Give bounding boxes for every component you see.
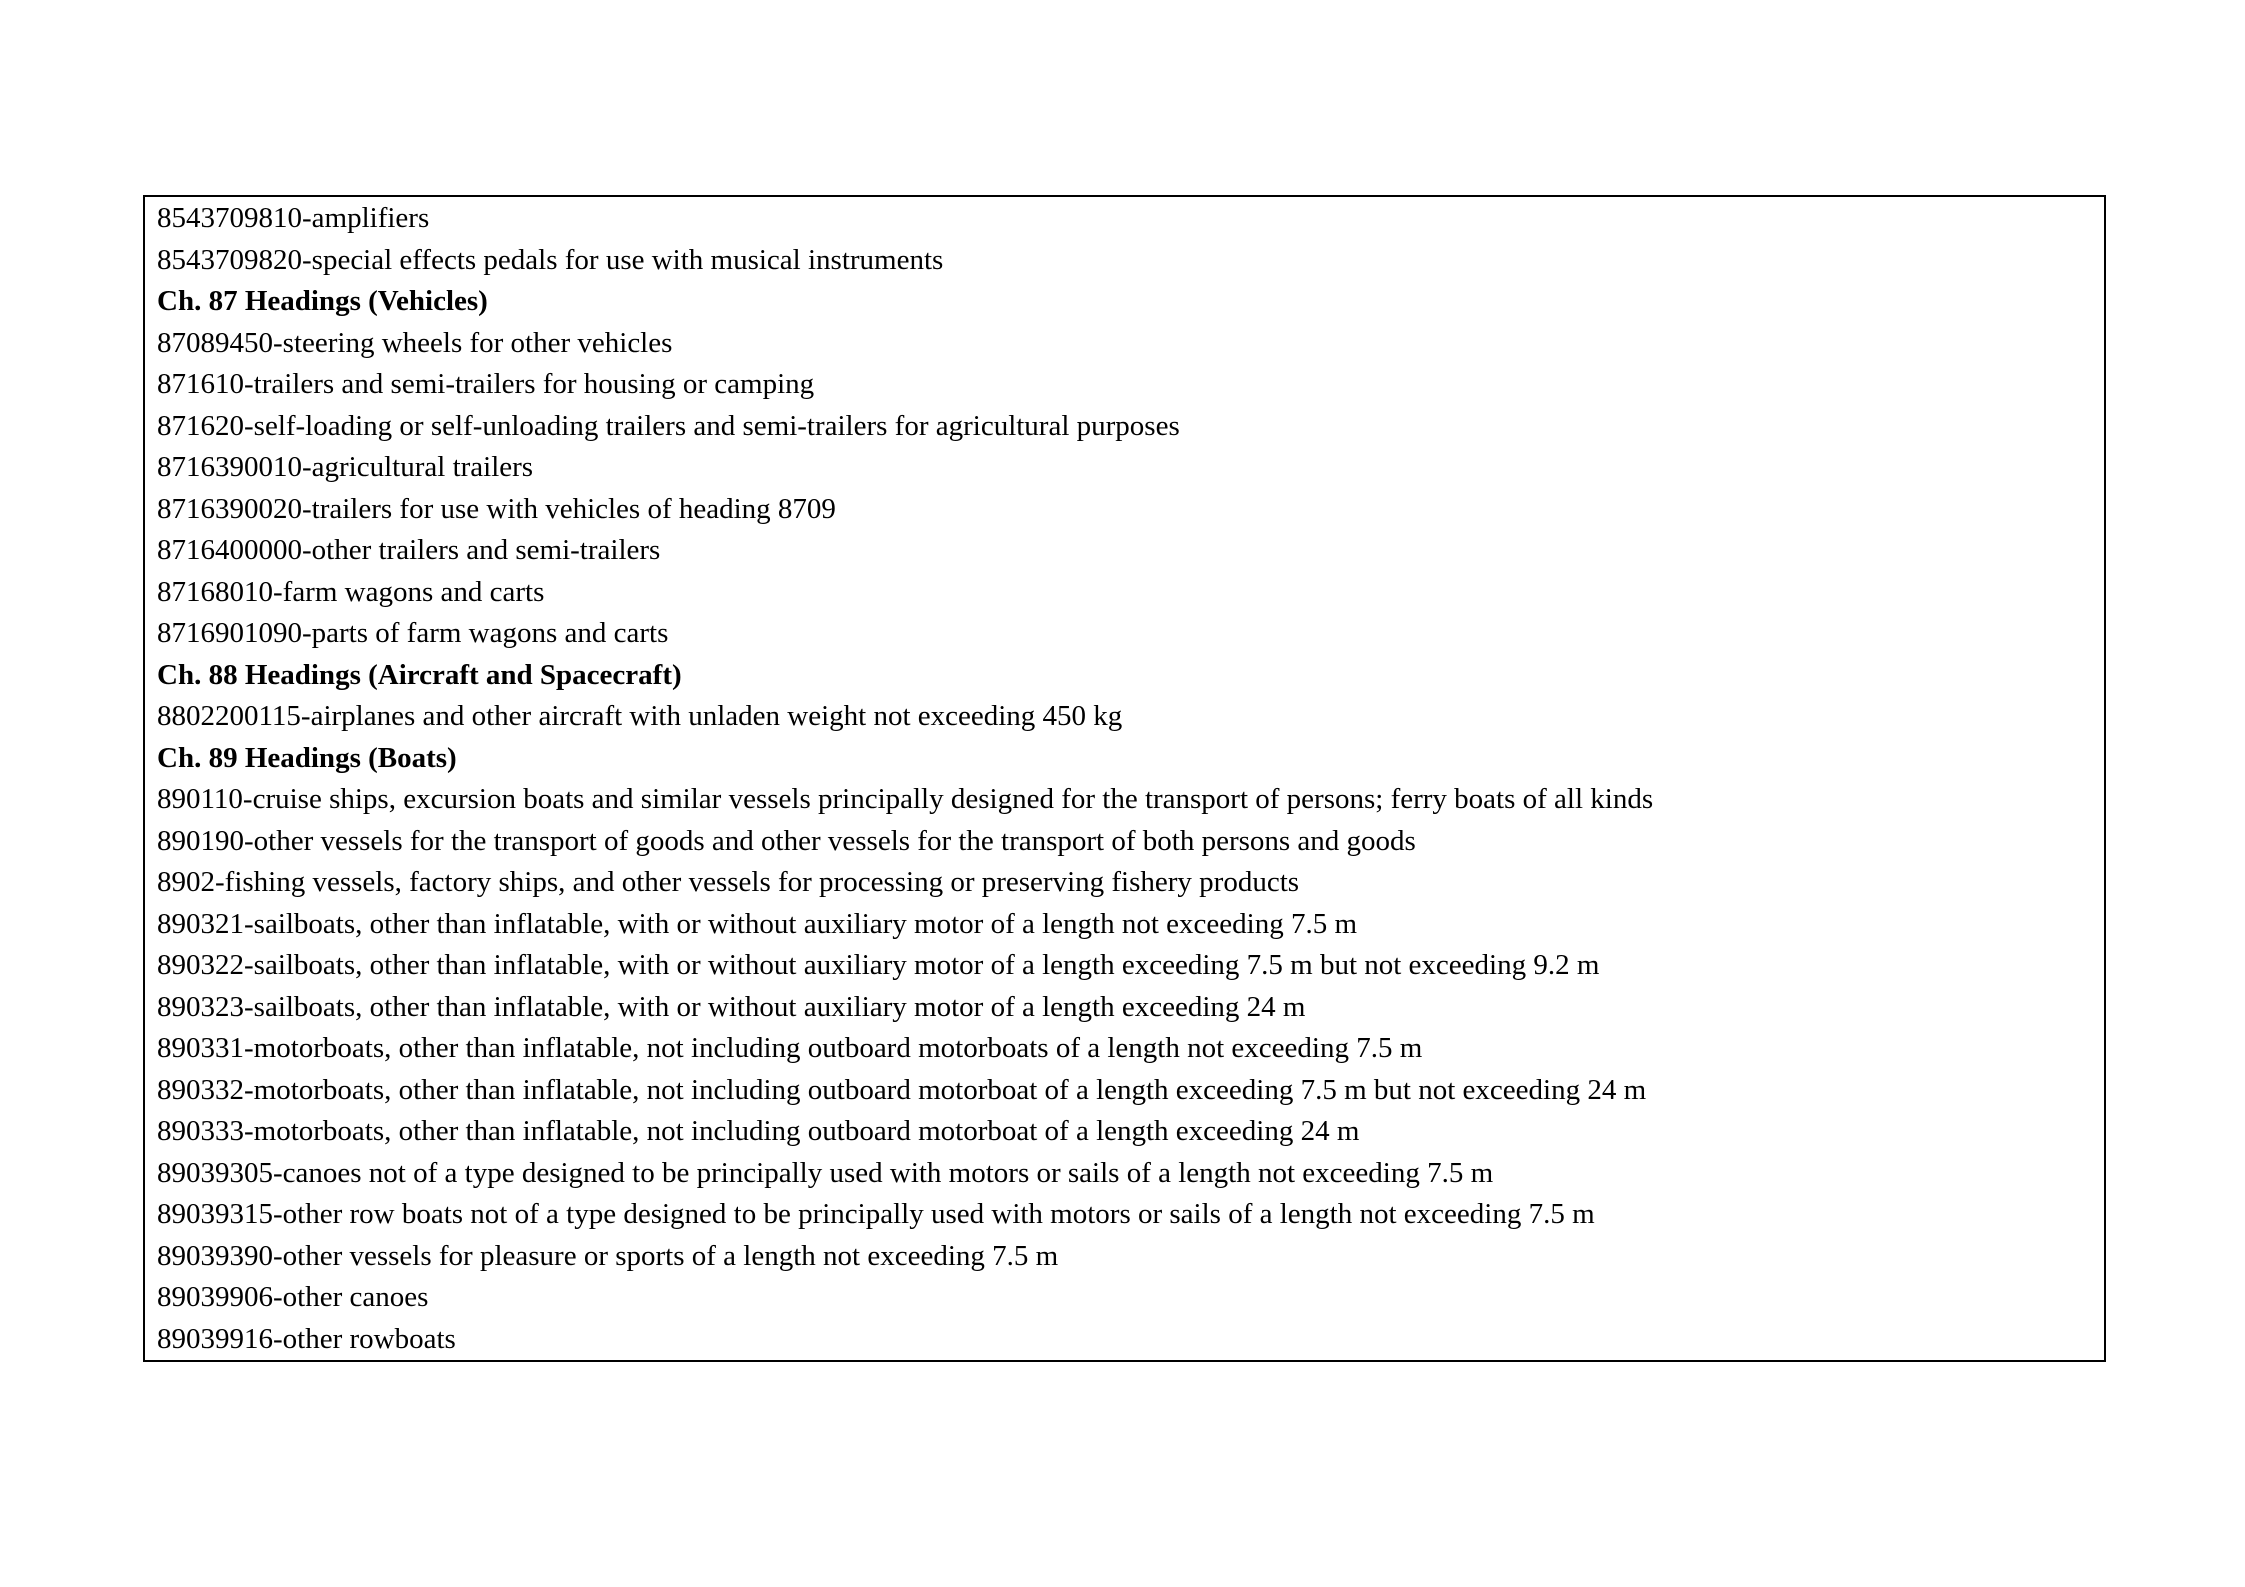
code-line: 890332-motorboats, other than inflatable, not including outboard motorboat of a length exceeding 7.5 m but not exceeding 24 m — [157, 1073, 1647, 1106]
code-line: 89039916-other rowboats — [157, 1322, 456, 1355]
chapter-heading: Ch. 88 Headings (Aircraft and Spacecraft) — [157, 658, 682, 691]
code-line: 8543709820-special effects pedals for use with musical instruments — [157, 243, 944, 276]
chapter-heading: Ch. 89 Headings (Boats) — [157, 741, 457, 774]
code-line: 890110-cruise ships, excursion boats and similar vessels principally designed for the transport of persons; ferry boats of all kinds — [157, 783, 1654, 815]
code-line: 890331-motorboats, other than inflatable, not including outboard motorboats of a length not exceeding 7.5 m — [157, 1032, 1423, 1064]
code-line: 8802200115-airplanes and other aircraft with unladen weight not exceeding 450 kg — [157, 700, 1123, 732]
code-line: 8716390020-trailers for use with vehicles of heading 8709 — [157, 492, 836, 525]
code-line: 87168010-farm wagons and carts — [157, 575, 545, 608]
code-line: 8543709810-amplifiers — [157, 202, 430, 234]
code-line: 89039315-other row boats not of a type designed to be principally used with motors or sails of a length not exceeding 7.5 m — [157, 1198, 1595, 1230]
code-line: 890190-other vessels for the transport of goods and other vessels for the transport of both persons and goods — [157, 824, 1416, 857]
code-line: 890323-sailboats, other than inflatable, with or without auxiliary motor of a length exceeding 24 m — [157, 990, 1306, 1023]
code-line: 890322-sailboats, other than inflatable, with or without auxiliary motor of a length exceeding 7.5 m but not exceeding 9.2 m — [157, 949, 1600, 981]
code-line: 871610-trailers and semi-trailers for housing or camping — [157, 368, 815, 400]
chapter-heading: Ch. 87 Headings (Vehicles) — [157, 285, 488, 317]
code-line: 87089450-steering wheels for other vehicles — [157, 326, 673, 359]
code-list-box — [143, 195, 2106, 1362]
code-line: 890333-motorboats, other than inflatable, not including outboard motorboat of a length exceeding 24 m — [157, 1115, 1360, 1147]
code-line: 89039906-other canoes — [157, 1281, 429, 1313]
code-line: 89039390-other vessels for pleasure or sports of a length not exceeding 7.5 m — [157, 1239, 1059, 1272]
code-line: 890321-sailboats, other than inflatable, with or without auxiliary motor of a length not exceeding 7.5 m — [157, 907, 1358, 940]
code-line: 871620-self-loading or self-unloading trailers and semi-trailers for agricultural purposes — [157, 409, 1180, 442]
code-line: 8716901090-parts of farm wagons and carts — [157, 617, 669, 649]
code-line: 89039305-canoes not of a type designed to be principally used with motors or sails of a length not exceeding 7.5 m — [157, 1156, 1494, 1189]
code-line: 8716390010-agricultural trailers — [157, 451, 534, 483]
code-line: 8902-fishing vessels, factory ships, and other vessels for processing or preserving fishery products — [157, 866, 1300, 898]
code-line: 8716400000-other trailers and semi-trailers — [157, 534, 661, 566]
